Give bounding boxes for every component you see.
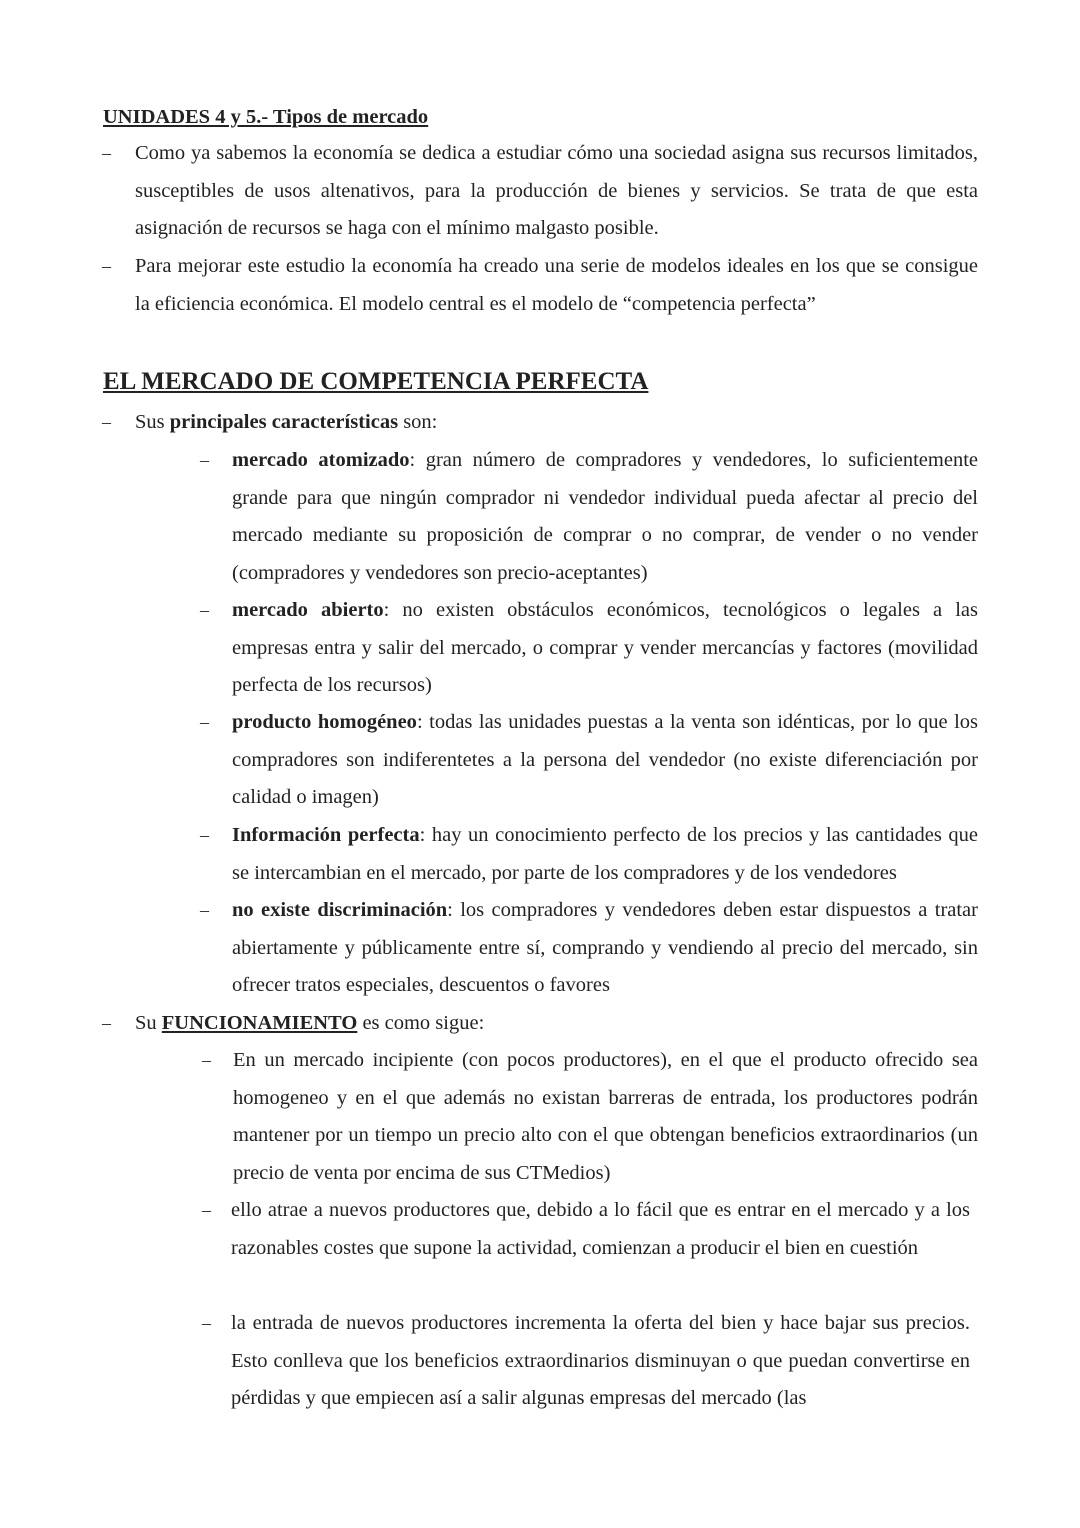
- intro-item: [102, 248, 978, 323]
- bullet-dash: –: [200, 900, 209, 920]
- bullet-dash: –: [102, 143, 111, 163]
- functioning-keyword: FUNCIONAMIENTO: [161, 1012, 358, 1034]
- characteristic-item: [200, 442, 978, 592]
- bullet-dash: –: [200, 600, 209, 620]
- unit-title: UNIDADES 4 y 5.- Tipos de mercado: [103, 106, 429, 128]
- characteristic-text: mercado atomizado: gran número de compradores y vendedores, lo suficientemente grande para que ningún comprador ni vendedor individual pueda afectar al precio del mercado mediante su proposición de comprar o no comprar, de vender o no vender (compradores y vendedores son precio-aceptantes): [232, 449, 978, 584]
- bullet-dash: –: [102, 1013, 111, 1033]
- functioning-line: Su FUNCIONAMIENTO es como sigue:: [135, 1012, 485, 1034]
- section-title: EL MERCADO DE COMPETENCIA PERFECTA: [103, 368, 649, 395]
- functioning-item: [202, 1305, 970, 1418]
- characteristic-item: [200, 817, 978, 892]
- functioning-intro: [102, 1005, 978, 1043]
- functioning-item: [202, 1042, 978, 1192]
- characteristic-term: mercado abierto: [232, 599, 384, 621]
- functioning-text: la entrada de nuevos productores incrementa la oferta del bien y hace bajar sus precios. Esto conlleva que los beneficios extraordinarios disminuyan o que puedan convertirse en pérdidas y que empiecen así a salir algunas empresas del mercado (las: [231, 1312, 970, 1409]
- characteristic-text: mercado abierto: no existen obstáculos económicos, tecnológicos o legales a las empresas entra y salir del mercado, o comprar y vender mercancías y factores (movilidad perfecta de los recursos): [232, 599, 978, 696]
- characteristic-item: [200, 704, 978, 817]
- characteristic-term: no existe discriminación: [232, 899, 448, 921]
- bullet-dash: –: [202, 1200, 211, 1220]
- characteristic-text: Información perfecta: hay un conocimiento perfecto de los precios y las cantidades que se intercambian en el mercado, por parte de los compradores y de los vendedores: [232, 824, 979, 884]
- characteristic-item: [200, 892, 978, 1005]
- functioning-text: ello atrae a nuevos productores que, debido a lo fácil que es entrar en el mercado y a los razonables costes que supone la actividad, comienzan a producir el bien en cuestión: [231, 1199, 970, 1259]
- characteristics-keyword: principales características: [169, 411, 399, 433]
- characteristic-term: Información perfecta: [232, 824, 420, 846]
- bullet-dash: –: [200, 825, 209, 845]
- characteristics-line: Sus principales características son:: [135, 411, 438, 433]
- intro-item: [102, 135, 978, 248]
- characteristic-item: [200, 592, 978, 705]
- bullet-dash: –: [202, 1313, 211, 1333]
- intro-paragraph: Como ya sabemos la economía se dedica a estudiar cómo una sociedad asigna sus recursos limitados, susceptibles de usos altenativos, para la producción de bienes y servicios. Se trata de que esta asignación de recursos se haga con el mínimo malgasto posible.: [135, 142, 978, 239]
- bullet-dash: –: [102, 256, 111, 276]
- characteristic-text: producto homogéneo: todas las unidades puestas a la venta son idénticas, por lo que los compradores son indiferentetes a la persona del vendedor (no existe diferenciación por calidad o imagen): [232, 711, 978, 808]
- bullet-dash: –: [200, 450, 209, 470]
- bullet-dash: –: [102, 412, 111, 432]
- characteristics-intro: [102, 404, 978, 442]
- functioning-text: En un mercado incipiente (con pocos productores), en el que el producto ofrecido sea homogeneo y en el que además no existan barreras de entrada, los productores podrán mantener por un tiempo un precio alto con el que obtengan beneficios extraordinarios (un precio de venta por encima de sus CTMedios): [233, 1049, 978, 1184]
- characteristic-term: producto homogéneo: [232, 711, 417, 733]
- bullet-dash: –: [202, 1050, 211, 1070]
- intro-paragraph: Para mejorar este estudio la economía ha creado una serie de modelos ideales en los que se consigue la eficiencia económica. El modelo central es el modelo de “competencia perfecta”: [135, 255, 978, 315]
- functioning-item: [202, 1192, 970, 1267]
- bullet-dash: –: [200, 712, 209, 732]
- characteristic-text: no existe discriminación: los compradores y vendedores deben estar dispuestos a tratar abiertamente y públicamente entre sí, comprando y vendiendo al precio del mercado, sin ofrecer tratos especiales, descuentos o favores: [232, 899, 978, 996]
- characteristic-term: mercado atomizado: [232, 449, 410, 471]
